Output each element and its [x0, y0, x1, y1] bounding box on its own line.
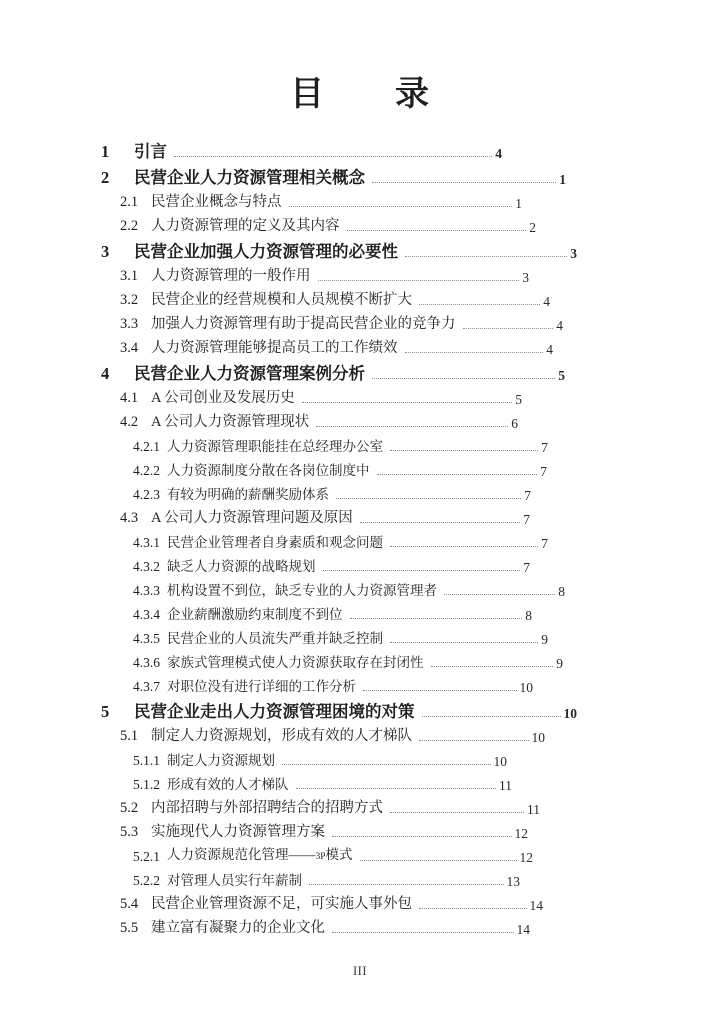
toc-entry-number: 2 [101, 168, 110, 187]
toc-entry[interactable] [101, 483, 620, 507]
toc-entry-number: 5.2.1 [133, 849, 160, 864]
toc-entry-title: 民营企业人力资源管理案例分析 [134, 364, 365, 383]
toc-entry-title: 民营企业的经营规模和人员规模不断扩大 [151, 292, 412, 308]
toc-entry-title-sub: 3P [315, 852, 326, 862]
toc-entry-title: 引言 [134, 142, 167, 161]
footer-page-number: III [353, 964, 367, 978]
toc-entry-page: 9 [541, 632, 548, 647]
toc-entry-title: 有较为明确的薪酬奖励体系 [167, 487, 329, 502]
toc-entry-page: 3 [570, 246, 577, 261]
toc-entry[interactable] [101, 651, 620, 675]
toc-entry-title-part: 人力资源规范化管理—— [167, 847, 316, 862]
toc-entry-page: 8 [525, 608, 532, 623]
toc-entry-title: 民营企业概念与特点 [151, 194, 282, 210]
dot-leader [318, 280, 520, 281]
toc-entry[interactable] [101, 699, 620, 725]
toc-entry-number: 4.3.5 [133, 631, 160, 646]
toc-entry-title: 制定人力资源规划，形成有效的人才梯队 [151, 728, 412, 744]
toc-entry-page: 10 [563, 706, 577, 721]
toc-entry-number: 4.2 [120, 414, 139, 430]
toc-entry-page: 4 [556, 318, 563, 333]
dot-leader [309, 884, 504, 885]
toc-entry-page: 5 [515, 392, 522, 407]
toc-entry-page: 11 [527, 802, 540, 817]
toc-entry[interactable] [101, 215, 620, 239]
toc-entry-title: 内部招聘与外部招聘结合的招聘方式 [151, 800, 383, 816]
toc-entry-number: 5.5 [120, 920, 139, 936]
toc-entry[interactable] [101, 749, 620, 773]
dot-leader [282, 764, 491, 765]
dot-leader [431, 666, 554, 667]
toc-entry-page: 12 [519, 850, 533, 865]
toc-entry[interactable] [101, 387, 620, 411]
toc-entry-title: A 公司人力资源管理现状 [151, 414, 310, 430]
dot-leader [332, 836, 512, 837]
toc-entry-page: 1 [559, 172, 566, 187]
toc-entry[interactable] [101, 797, 620, 821]
dot-leader [390, 812, 524, 813]
toc-entry-title: 机构设置不到位，缺乏专业的人力资源管理者 [167, 583, 437, 598]
toc-entry-title: 实施现代人力资源管理方案 [151, 824, 325, 840]
toc-entry-title: 缺乏人力资源的战略规划 [167, 559, 316, 574]
toc-entry-number: 5.2.2 [133, 873, 160, 888]
toc-entry[interactable] [101, 507, 620, 531]
toc-entry-page: 7 [540, 464, 547, 479]
toc-entry-page: 10 [493, 754, 507, 769]
toc-entry[interactable] [101, 917, 620, 941]
toc-entry[interactable] [101, 725, 620, 749]
toc-entry-page: 11 [499, 778, 512, 793]
toc-entry[interactable] [101, 435, 620, 459]
toc-entry[interactable] [101, 603, 620, 627]
toc-entry-number: 4.3.1 [133, 535, 160, 550]
toc-entry-number: 3.1 [120, 268, 139, 284]
dot-leader [419, 908, 527, 909]
toc-entry-page: 14 [529, 898, 543, 913]
dot-leader [336, 498, 521, 499]
toc-entry-title-part: 模式 [325, 847, 353, 862]
dot-leader [360, 860, 517, 861]
dot-leader [363, 690, 517, 691]
dot-leader [390, 450, 538, 451]
toc-entry[interactable] [101, 773, 620, 797]
toc-entry-number: 4.3.6 [133, 655, 160, 670]
toc-entry-number: 3.3 [120, 316, 139, 332]
dot-leader [372, 378, 555, 379]
toc-entry-title: 民营企业管理者自身素质和观念问题 [167, 535, 383, 550]
toc-entry[interactable] [101, 139, 620, 165]
toc-entry-title: 民营企业管理资源不足，可实施人事外包 [151, 896, 412, 912]
table-of-contents [0, 139, 720, 941]
toc-entry[interactable] [101, 165, 620, 191]
toc-entry-number: 1 [101, 142, 110, 161]
dot-leader [390, 642, 538, 643]
dot-leader [296, 788, 497, 789]
toc-entry-page: 10 [531, 730, 545, 745]
toc-entry-page: 3 [522, 270, 529, 285]
dot-leader [316, 426, 508, 427]
dot-leader [405, 256, 567, 257]
toc-entry-title: 民营企业走出人力资源管理困境的对策 [134, 702, 415, 721]
toc-entry-title: 人力资源管理的定义及其内容 [151, 218, 340, 234]
toc-entry-title: 民营企业人力资源管理相关概念 [134, 168, 365, 187]
toc-entry-title: 家族式管理模式使人力资源获取存在封闭性 [167, 655, 424, 670]
toc-entry[interactable] [101, 821, 620, 845]
toc-entry-number: 5.4 [120, 896, 139, 912]
toc-entry[interactable] [101, 893, 620, 917]
toc-entry-title: 加强人力资源管理有助于提高民营企业的竞争力 [151, 316, 456, 332]
toc-entry-page: 5 [558, 368, 565, 383]
toc-entry-page: 1 [515, 196, 522, 211]
toc-entry-title: 人力资源管理职能挂在总经理办公室 [167, 439, 383, 454]
toc-entry-page: 4 [495, 146, 502, 161]
dot-leader [174, 156, 492, 157]
toc-entry-number: 5 [101, 702, 110, 721]
dot-leader [350, 618, 523, 619]
toc-entry-title [167, 846, 353, 866]
toc-entry-page: 7 [523, 560, 530, 575]
toc-entry-page: 6 [511, 416, 518, 431]
toc-entry-title: 建立富有凝聚力的企业文化 [151, 920, 325, 936]
toc-entry-number: 4.3.7 [133, 679, 160, 694]
page-title: 目 录 [290, 76, 430, 113]
toc-entry-number: 4.3.4 [133, 607, 160, 622]
toc-entry-title: 人力资源管理能够提高员工的工作绩效 [151, 340, 398, 356]
toc-entry-number: 2.1 [120, 194, 139, 210]
toc-entry[interactable] [101, 239, 620, 265]
toc-entry-title: A 公司创业及发展历史 [151, 390, 295, 406]
toc-entry-page: 7 [541, 440, 548, 455]
toc-entry[interactable] [101, 845, 620, 869]
toc-entry[interactable] [101, 531, 620, 555]
toc-entry-number: 5.3 [120, 824, 139, 840]
toc-entry-number: 4.3.3 [133, 583, 160, 598]
dot-leader [422, 716, 561, 717]
toc-entry-title: 制定人力资源规划 [167, 753, 275, 768]
dot-leader [372, 182, 556, 183]
toc-entry[interactable] [101, 289, 620, 313]
toc-entry-number: 4 [101, 364, 110, 383]
toc-entry-page: 4 [546, 342, 553, 357]
dot-leader [444, 594, 555, 595]
toc-entry-title: A 公司人力资源管理问题及原因 [151, 510, 353, 526]
toc-entry-number: 4.3 [120, 510, 139, 526]
toc-entry-page: 2 [529, 220, 536, 235]
toc-entry-page: 9 [556, 656, 563, 671]
dot-leader [377, 474, 538, 475]
dot-leader [347, 230, 527, 231]
dot-leader [302, 402, 512, 403]
dot-leader [323, 570, 521, 571]
toc-entry-title: 形成有效的人才梯队 [167, 777, 289, 792]
toc-entry-title: 民营企业的人员流失严重并缺乏控制 [167, 631, 383, 646]
toc-entry-title: 人力资源管理的一般作用 [151, 268, 311, 284]
toc-entry-number: 4.3.2 [133, 559, 160, 574]
toc-entry[interactable] [101, 361, 620, 387]
toc-entry[interactable] [101, 675, 620, 699]
toc-entry[interactable] [101, 265, 620, 289]
toc-entry[interactable] [101, 313, 620, 337]
toc-entry-title: 企业薪酬激励约束制度不到位 [167, 607, 343, 622]
dot-leader [419, 304, 540, 305]
dot-leader [360, 522, 520, 523]
toc-entry-number: 5.1 [120, 728, 139, 744]
toc-entry-number: 5.1.1 [133, 753, 160, 768]
toc-entry-page: 10 [519, 680, 533, 695]
toc-entry-number: 4.2.1 [133, 439, 160, 454]
toc-entry[interactable] [101, 555, 620, 579]
toc-entry-number: 3.2 [120, 292, 139, 308]
toc-entry-title: 对职位没有进行详细的工作分析 [167, 679, 356, 694]
dot-leader [405, 352, 544, 353]
toc-entry-number: 4.2.2 [133, 463, 160, 478]
toc-entry[interactable] [101, 337, 620, 361]
toc-entry[interactable] [101, 459, 620, 483]
toc-entry-number: 3.4 [120, 340, 139, 356]
dot-leader [390, 546, 538, 547]
toc-entry-page: 12 [514, 826, 528, 841]
toc-entry-number: 5.1.2 [133, 777, 160, 792]
toc-entry[interactable] [101, 869, 620, 893]
toc-entry-title: 民营企业加强人力资源管理的必要性 [134, 242, 398, 261]
dot-leader [332, 932, 514, 933]
toc-entry-number: 5.2 [120, 800, 139, 816]
toc-entry[interactable] [101, 627, 620, 651]
toc-entry-page: 8 [558, 584, 565, 599]
toc-entry-page: 14 [516, 922, 530, 937]
dot-leader [289, 206, 513, 207]
toc-entry-number: 2.2 [120, 218, 139, 234]
toc-entry-number: 4.1 [120, 390, 139, 406]
toc-entry-page: 7 [524, 488, 531, 503]
toc-entry-page: 7 [541, 536, 548, 551]
toc-entry-page: 13 [506, 874, 520, 889]
dot-leader [419, 740, 529, 741]
dot-leader [463, 328, 554, 329]
toc-entry-page: 7 [523, 512, 530, 527]
toc-entry[interactable] [101, 411, 620, 435]
toc-entry-title: 人力资源制度分散在各岗位制度中 [167, 463, 370, 478]
toc-entry-page: 4 [543, 294, 550, 309]
toc-entry[interactable] [101, 579, 620, 603]
toc-entry-number: 3 [101, 242, 110, 261]
toc-entry[interactable] [101, 191, 620, 215]
toc-entry-title: 对管理人员实行年薪制 [167, 873, 302, 888]
toc-entry-number: 4.2.3 [133, 487, 160, 502]
